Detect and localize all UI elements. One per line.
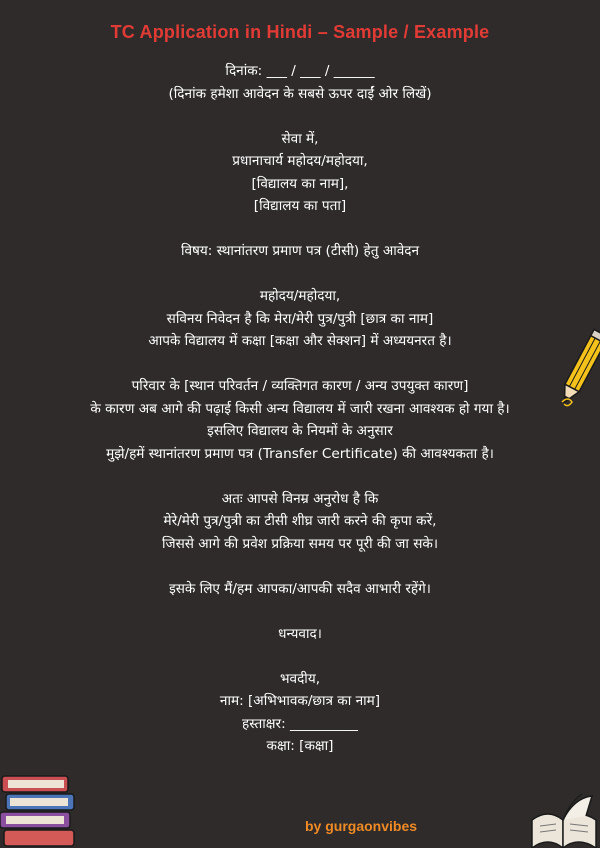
paragraph-3-line-1: अतः आपसे विनम्र अनुरोध है कि <box>221 490 379 507</box>
books-stack-icon <box>0 770 80 848</box>
paragraph-2-line-3: इसलिए विद्यालय के नियमों के अनुसार <box>207 423 393 439</box>
spacer <box>0 600 600 623</box>
open-book-icon <box>526 790 600 848</box>
recipient-line: प्रधानाचार्य महोदय/महोदया, <box>232 153 368 169</box>
spacer <box>0 555 600 578</box>
spacer <box>0 105 600 128</box>
signature-line: हस्ताक्षर: __________ <box>242 715 358 732</box>
school-name-line: [विद्यालय का नाम], <box>251 175 349 192</box>
thanks-line: धन्यवाद। <box>278 625 322 642</box>
salutation: महोदय/महोदया, <box>259 288 341 304</box>
paragraph-1-line-1: सविनय निवेदन है कि मेरा/मेरी पुत्र/पुत्री [छात्र का नाम] <box>166 310 434 327</box>
letter-body <box>0 60 600 758</box>
paragraph-4: इसके लिए मैं/हम आपका/आपकी सदैव आभारी रहेंगे। <box>169 580 431 597</box>
pencil-icon <box>560 328 600 418</box>
paragraph-2-line-2: के कारण अब आगे की पढ़ाई किसी अन्य विद्यालय में जारी रखना आवश्यक हो गया है। <box>90 400 510 417</box>
paragraph-1-line-2: आपके विद्यालय में कक्षा [कक्षा और सेक्शन] में अध्ययनरत है। <box>148 333 452 349</box>
school-address-line: [विद्यालय का पता] <box>253 198 347 214</box>
subject-line: विषय: स्थानांतरण प्रमाण पत्र (टीसी) हेतु आवेदन <box>180 243 420 259</box>
name-line: नाम: [अभिभावक/छात्र का नाम] <box>219 693 381 709</box>
address-to: सेवा में, <box>281 130 319 147</box>
class-line: कक्षा: [कक्षा] <box>266 738 334 754</box>
spacer <box>0 263 600 286</box>
spacer <box>0 353 600 376</box>
spacer <box>0 645 600 668</box>
date-note: (दिनांक हमेशा आवेदन के सबसे ऊपर दाईं ओर लिखें) <box>168 85 432 102</box>
byline: by gurgaonvibes <box>305 818 418 834</box>
closing-line: भवदीय, <box>279 670 321 687</box>
spacer <box>0 218 600 241</box>
paragraph-2-line-4: मुझे/हमें स्थानांतरण प्रमाण पत्र (Transfer Certificate) की आवश्यकता है। <box>106 445 494 462</box>
spacer <box>0 465 600 488</box>
page-title: TC Application in Hindi – Sample / Example <box>110 22 490 42</box>
paragraph-2-line-1: परिवार के [स्थान परिवर्तन / व्यक्तिगत कारण / अन्य उपयुक्त कारण] <box>131 378 469 394</box>
date-line: दिनांक: ___ / ___ / ______ <box>225 63 375 79</box>
paragraph-3-line-2: मेरे/मेरी पुत्र/पुत्री का टीसी शीघ्र जारी करने की कृपा करें, <box>163 513 437 529</box>
paragraph-3-line-3: जिससे आगे की प्रवेश प्रक्रिया समय पर पूरी की जा सके। <box>162 535 438 552</box>
